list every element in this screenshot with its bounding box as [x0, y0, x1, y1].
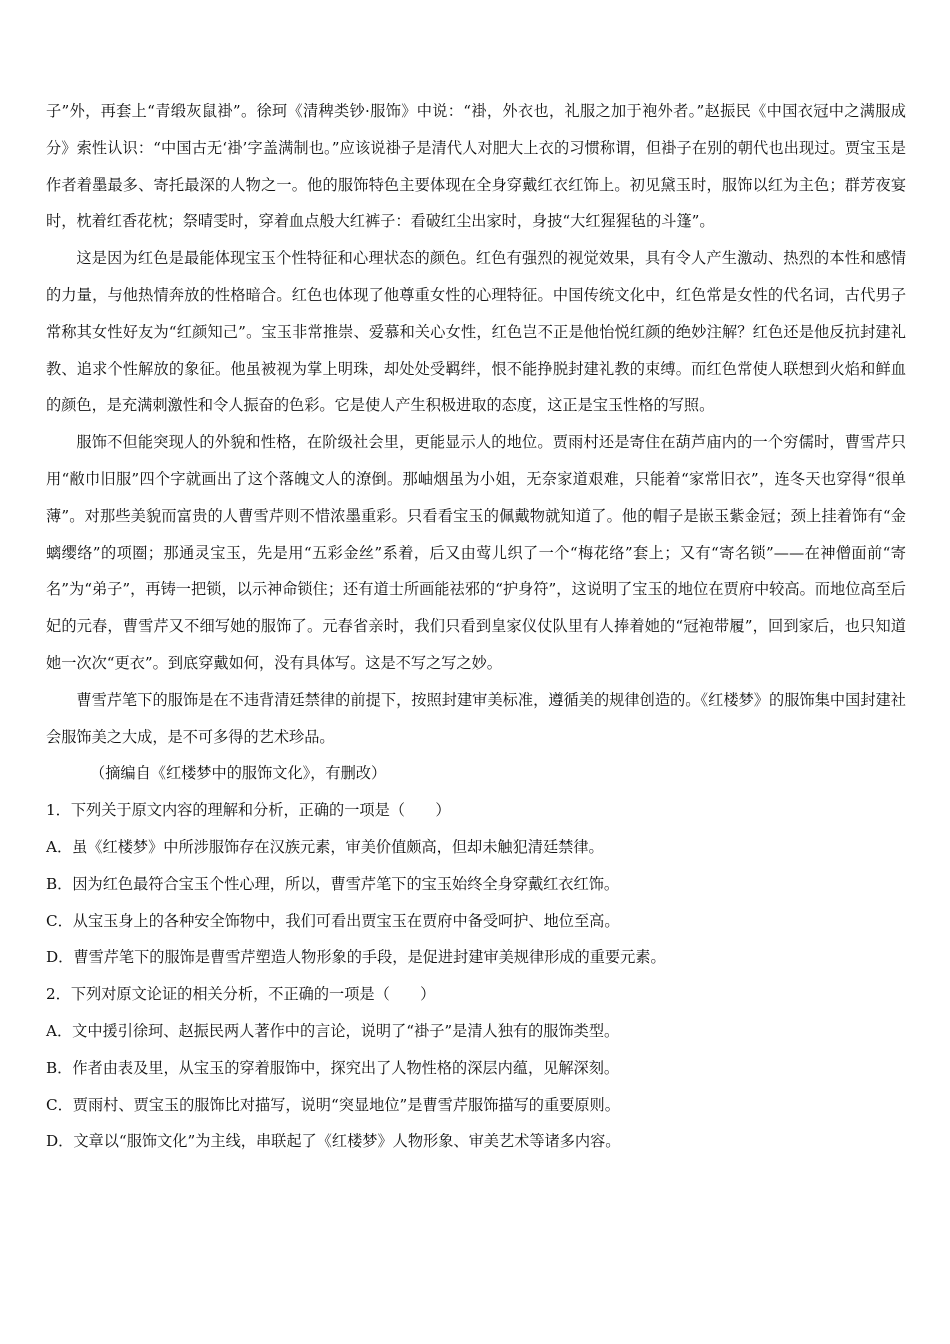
- option-a: A．虽《红楼梦》中所涉服饰存在汉族元素，审美价值颇高，但却未触犯清廷禁律。: [46, 837, 604, 856]
- option-c: C．从宝玉身上的各种安全饰物中，我们可看出贾宝玉在贾府中备受呵护、地位至高。: [46, 911, 620, 930]
- option-d: D．曹雪芹笔下的服饰是曹雪芹塑造人物形象的手段，是促进封建审美规律形成的重要元素。: [46, 948, 666, 967]
- document-body: [46, 93, 906, 1160]
- option-b: B．作者由表及里，从宝玉的穿着服饰中，探究出了人物性格的深层内蕴，见解深刻。: [46, 1058, 620, 1077]
- option-a: A．文中援引徐珂、赵振民两人著作中的言论，说明了“褂子”是清人独有的服饰类型。: [46, 1021, 620, 1040]
- paragraph: 曹雪芹笔下的服饰是在不违背清廷禁律的前提下，按照封建审美标准，遵循美的规律创造的。《红楼梦》的服饰集中国封建社会服饰美之大成，是不可多得的艺术珍品。: [46, 690, 906, 746]
- source-note: （摘编自《红楼梦中的服饰文化》，有删改）: [90, 764, 387, 783]
- paragraph: 服饰不但能突现人的外貌和性格，在阶级社会里，更能显示人的地位。贾雨村还是寄住在葫芦庙内的一个穷儒时，曹雪芹只用“敝巾旧服”四个字就画出了这个落魄文人的潦倒。那岫烟虽为小姐，无奈家道艰难，只能着“家常旧衣”，连冬天也穿得“很单薄”。对那些美貌而富贵的人曹雪芹则不惜浓墨重彩。只看看宝玉的佩戴物就知道了。他的帽子是嵌玉紫金冠；颈上挂着饰有“金螭缨络”的项圈；那通灵宝玉，先是用“五彩金丝”系着，后又由莺儿织了一个“梅花络”套上；又有“寄名锁”——在神僧面前“寄名”为“弟子”，再铸一把锁，以示神命锁住；还有道士所画能祛邪的“护身符”，这说明了宝玉的地位在贾府中较高。而地位高至后妃的元春，曹雪芹又不细写她的服饰了。元春省亲时，我们只看到皇家仪仗队里有人捧着她的“冠袍带履”，回到家后，也只知道她一次次“更衣”。到底穿戴如何，没有具体写。这是不写之写之妙。: [46, 433, 906, 672]
- paragraph: 这是因为红色是最能体现宝玉个性特征和心理状态的颜色。红色有强烈的视觉效果，具有令人产生激动、热烈的本性和感情的力量，与他热情奔放的性格暗合。红色也体现了他尊重女性的心理特征。中国传统文化中，红色常是女性的代名词，古代男子常称其女性好友为“红颜知己”。宝玉非常推崇、爱慕和关心女性，红色岂不正是他怡悦红颜的绝妙注解？红色还是他反抗封建礼教、追求个性解放的象征。他虽被视为掌上明珠，却处处受羁绊，恨不能挣脱封建礼教的束缚。而红色常使人联想到火焰和鲜血的颜色，是充满刺激性和令人振奋的色彩。它是使人产生积极进取的态度，这正是宝玉性格的写照。: [46, 249, 906, 415]
- paragraph-continued: 子”外，再套上“青缎灰鼠褂”。徐珂《清稗类钞·服饰》中说：“褂，外衣也，礼服之加于袍外者。”赵振民《中国衣冠中之满服成分》索性认识：“中国古无‘褂’字盖满制也。”应该说褂子是清代人对肥大上衣的习惯称谓，但褂子在别的朝代也出现过。贾宝玉是作者着墨最多、寄托最深的人物之一。他的服饰特色主要体现在全身穿戴红衣红饰上。初见黛玉时，服饰以红为主色；群芳夜宴时，枕着红香花枕；祭晴雯时，穿着血点般大红裤子：看破红尘出家时，身披“大红猩猩毡的斗篷”。: [46, 102, 906, 231]
- option-b: B．因为红色最符合宝玉个性心理，所以，曹雪芹笔下的宝玉始终全身穿戴红衣红饰。: [46, 874, 620, 893]
- question-2: [46, 976, 906, 1160]
- question-stem: 2．下列对原文论证的相关分析，不正确的一项是（ ）: [46, 985, 436, 1004]
- question-stem: 1．下列关于原文内容的理解和分析，正确的一项是（ ）: [46, 801, 451, 820]
- option-c: C．贾雨村、贾宝玉的服饰比对描写，说明“突显地位”是曹雪芹服饰描写的重要原则。: [46, 1095, 620, 1114]
- option-d: D．文章以“服饰文化”为主线，串联起了《红楼梦》人物形象、审美艺术等诸多内容。: [46, 1132, 621, 1151]
- question-1: [46, 792, 906, 976]
